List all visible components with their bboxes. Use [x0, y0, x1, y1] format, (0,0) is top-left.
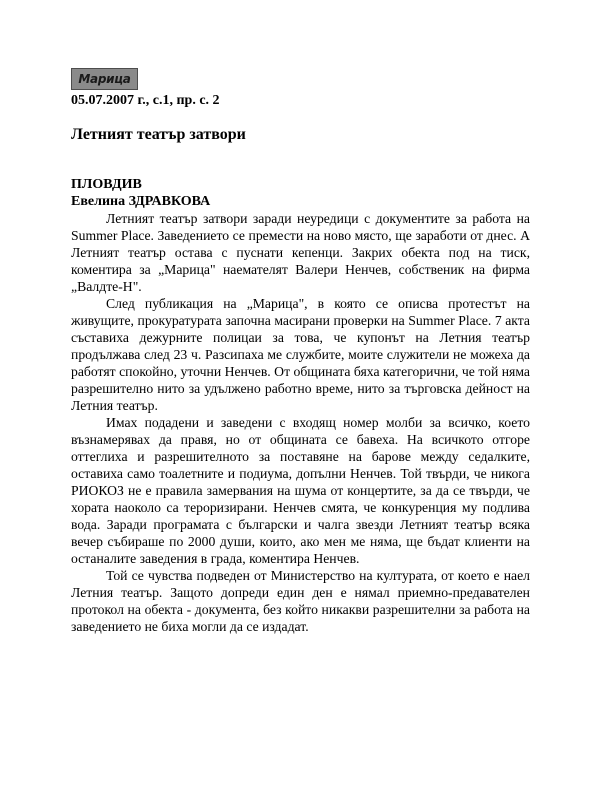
article-paragraph: Имах подадени и заведени с входящ номер молби за всичко, което възнамерявах да правя, но от общината се бавеха. На всичкото отгоре оттеглиха и разрешителното за поставяне на барове между седалките, оставиха само тоалетните и подиума, допълни Ненчев. Той твърди, че никога РИОКОЗ не е правила замервания на шума от концертите, за да се твърди, че хората наоколо са тероризирани. Ненчев смята, че конкуренция му подлива вода. Заради програмата с български и чалга звезди Летният театър всяка вечер събираше по 2000 души, които, ако мен ме няма, ще бъдат клиенти на останалите заведения в града, коментира Ненчев. [71, 415, 530, 566]
newspaper-logo [71, 68, 138, 90]
article [71, 68, 530, 635]
source-line: 05.07.2007 г., с.1, пр. с. 2 [71, 93, 220, 108]
article-paragraph: Летният театър затвори заради неуредици с документите за работа на Summer Place. Заведението се премести на ново място, ще заработи от днес. А Летният театър остава с пуснати кепенци. Закрих обекта под на тиск, коментира за „Марица" наемателят Валери Ненчев, собственик на фирма „Валдте-Н". [71, 211, 530, 294]
article-dateline: ПЛОВДИВ [71, 177, 142, 192]
article-headline: Летният театър затвори [71, 126, 246, 143]
newspaper-logo-text: Марица [78, 72, 131, 86]
article-author: Евелина ЗДРАВКОВА [71, 194, 211, 209]
article-paragraph: След публикация на „Марица", в която се описва протестът на живущите, прокуратурата започна масирани проверки на Summer Place. 7 акта съставиха дежурните полицаи за това, че купонът на Летния театър продължава след 23 ч. Разсипаха ме службите, моите служители не можеха да работят спокойно, уточни Ненчев. От общината бяха категорични, че той няма разрешително нито за удължено работно време, нито за търговска дейност на Летния театър. [71, 296, 530, 413]
article-paragraph: Той се чувства подведен от Министерство на културата, от което е наел Летния театър. Защото допреди един ден е нямал приемно-предавателен протокол на обекта - документа, без който никакви разрешителни за работа на заведението не биха могли да се издадат. [71, 568, 530, 634]
